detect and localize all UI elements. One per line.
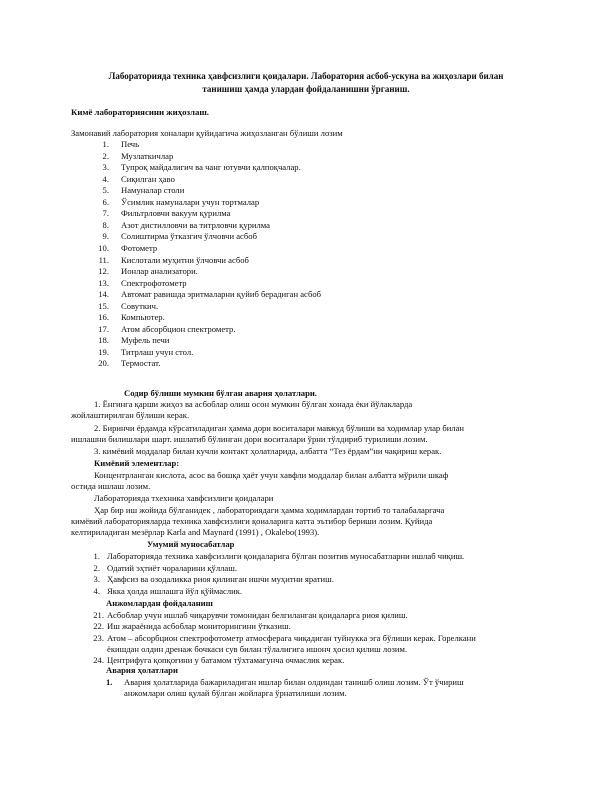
general-item-number: 1. [93, 551, 100, 561]
section-heading-equipment: Кимё лабораториясини жиҳозлаш. [71, 107, 209, 117]
general-item-number: 3. [93, 574, 100, 584]
equipment-item-text: Компьютер. [121, 312, 165, 323]
equipment-item-number: 2. [102, 150, 109, 161]
equipment-item-text: Намуналар столи [121, 185, 185, 196]
section-heading-devices: Анжомлардан фойдаланиш [106, 598, 213, 608]
device-item-text: Иш жараёнида асбоблар мониторингини ўтказиш. [107, 621, 291, 632]
accident-item-3: 3. кимёвий моддалар билан кучли контакт ҳолатларида, албатта “Тез ёрдам”ни чақириш керак. [94, 446, 442, 456]
general-item-text: Якка ҳолда ишлашга йўл қўймаслик. [107, 585, 243, 596]
chemicals-line-2: остида ишлаш лозим. [71, 481, 151, 491]
emergency-line-2: анжомлари олиш қулай бўлган жойларга ўрнатилиши лозим. [124, 688, 347, 698]
device-item-text: ёкишдан олдин дренаж бочкаси сув билан тўлалигига ишонч ҳосил қилиш лозим. [107, 643, 408, 654]
section-heading-general: Умумий муносабатлар [147, 539, 235, 549]
device-item-number: 21. [93, 610, 104, 620]
general-item-text: Ҳавфсиз ва озодаликка риоя қилинган ишчи муҳитни яратиш. [107, 574, 334, 584]
equipment-item-number: 13. [98, 277, 109, 288]
section-heading-chemicals: Кимёвий элементлар: [94, 458, 180, 468]
general-item-number: 2. [93, 562, 100, 573]
equipment-item-number: 3. [102, 162, 109, 173]
accident-item-1-line-2: жойлаштирилган бўлиши керак. [71, 410, 190, 420]
device-item-text: Асбоблар учун ишлаб чиқарувчи томонидан белгиланган қоидаларга риоя қилиш. [107, 610, 408, 620]
equipment-item-number: 9. [102, 231, 109, 242]
general-item-text: Лабораторияда техника хавфсизлиги қоидаларига бўлган позитив муносабатларни ишлаб чиқиш. [107, 551, 465, 561]
equipment-item-text: Совуткич. [121, 300, 159, 311]
equipment-item-number: 18. [98, 335, 109, 346]
equipment-item-text: Кислотали муҳитни ўлчовчи асбоб [121, 254, 249, 265]
paragraph-line-1: Ҳар бир иш жойида бўлганидек , лабораториядаги ҳамма ходимлардан тортиб то талабаларгача [94, 505, 445, 515]
equipment-item-text: Тупроқ майдалигич ва чанг ютувчи қалпоқчалар. [121, 162, 301, 173]
document-title-line-2: танишиш ҳамда улардан фойдаланишни ўрганиш. [202, 84, 410, 94]
equipment-item-number: 20. [98, 358, 109, 369]
equipment-item-text: Титрлаш учун стол. [121, 346, 194, 357]
equipment-item-text: Ионлар анализатори. [121, 266, 198, 277]
equipment-item-number: 12. [98, 266, 109, 277]
equipment-intro: Замонавий лаборатория хоналари қуйидагича жиҳозланган бўлиши лозим [71, 128, 343, 138]
document-title-line-1: Лабораторияда техника ҳавфсизлиги қоидалари. Лаборатория асбоб-ускуна ва жиҳозлари билан [108, 71, 504, 81]
equipment-item-text: Азот дистилловчи ва титрловчи қурилма [121, 219, 270, 230]
equipment-item-number: 4. [102, 173, 109, 184]
device-item-number: 24. [93, 655, 104, 666]
equipment-item-text: Сиқилган ҳаво [121, 173, 175, 184]
equipment-item-number: 5. [102, 185, 109, 196]
section-heading-accidents: Содир бўлиши мумкин бўлган авария ҳолатлари. [124, 388, 317, 398]
equipment-item-text: Термостат. [121, 358, 161, 369]
equipment-item-number: 10. [98, 242, 109, 253]
general-item-text: Одатий эҳтиёт чораларини қўллаш. [107, 562, 237, 573]
emergency-item-number: 1. [106, 677, 113, 687]
emergency-line-1: Авария ҳолатларида бажариладиган ишлар билан олдиндан танишб олиш лозим. Ўт ўчириш [124, 677, 464, 687]
equipment-item-number: 16. [98, 312, 109, 323]
equipment-item-text: Атом абсорбцион спектрометр. [121, 323, 236, 334]
equipment-item-text: Печь [121, 139, 140, 149]
equipment-item-number: 14. [98, 289, 109, 300]
equipment-item-text: Ўсимлик намуналари учун тортмалар [121, 196, 260, 207]
equipment-item-text: Фильтрловчи вакуум қурилма [121, 208, 231, 219]
equipment-item-number: 8. [102, 219, 109, 230]
equipment-item-number: 11. [98, 254, 109, 265]
device-item-number: 22. [93, 621, 104, 632]
safety-rules-line: Лабораторияда тxехника хавфсизлиги қоидалари [94, 493, 274, 503]
equipment-item-number: 1. [102, 139, 109, 149]
equipment-item-number: 15. [98, 300, 109, 311]
general-item-number: 4. [93, 585, 100, 596]
device-item-text: Атом – абсорбцион спектрофотометр атмосферага чиқадиган туйнукка эга бўлиши керак. Горелкани [107, 632, 476, 643]
equipment-item-text: Автомат равишда эритмаларни қуйиб берадиган асбоб [121, 289, 321, 300]
accident-item-2-line-1: 2. Биринчи ёрдамда кўрсатиладиган ҳамма дори воситалари мавжуд бўлиши ва ходимлар улар билан [94, 423, 465, 433]
paragraph-line-3: келтириладиган мезёрлар Karla and Maynard (1991) , Okalebo(1993). [71, 527, 320, 537]
equipment-item-text: Музлаткичлар [121, 150, 174, 161]
equipment-item-number: 7. [102, 208, 109, 219]
equipment-item-text: Муфель печи [121, 335, 170, 346]
equipment-item-text: Фотометр [121, 242, 158, 253]
device-item-text: Центрифуга қопқоғини у батамом тўхтамагунча очмаслик керак. [107, 655, 345, 666]
equipment-item-number: 6. [102, 196, 109, 207]
equipment-item-text: Спектрофотометр [121, 277, 187, 288]
paragraph-line-2: кимёвий лабораторияларда техника хавфсизлиги қоиаларига катта эътибор бериши лозим. Қуйида [71, 516, 433, 526]
equipment-item-number: 17. [98, 323, 109, 334]
accident-item-2-line-2: ишлашни билишлари шарт. ишлатиб бўлинган дори воситалари ўрни тўлдириб турилиши лозим. [71, 434, 428, 444]
chemicals-line-1: Концентрланган кислота, асос ва бошқа ҳаёт учун хавфли моддалар билан албатта мўрили шкаф [94, 470, 449, 480]
equipment-item-number: 19. [98, 346, 109, 357]
accident-item-1-line-1: 1. Ёнгинга қарши жиҳоз ва асбоблар олиш осон мумкин бўлган хонада ёки йўлакларда [94, 399, 413, 409]
equipment-item-text: Солиштирма ўтказгич ўлчовчи асбоб [121, 231, 257, 242]
section-heading-emergency: Авария ҳолатлари [106, 665, 178, 675]
device-item-number: 23. [93, 632, 104, 643]
